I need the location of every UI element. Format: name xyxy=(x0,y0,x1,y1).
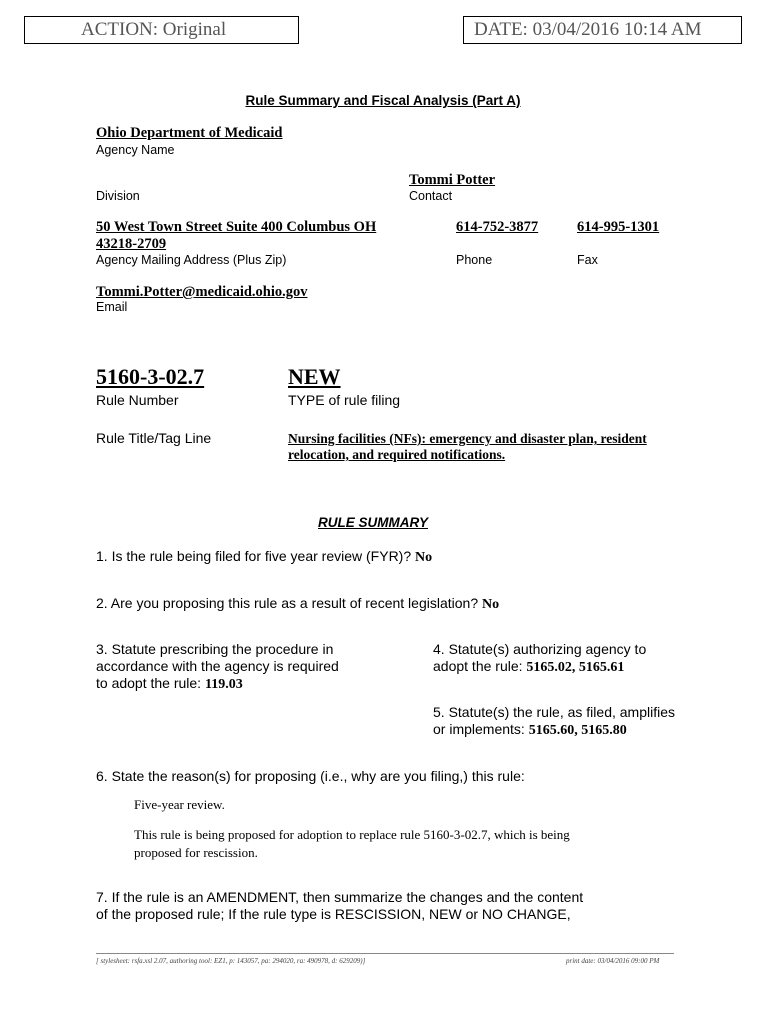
email-value: Tommi.Potter@medicaid.ohio.gov xyxy=(96,284,308,300)
fax-label: Fax xyxy=(577,253,598,267)
question-7-line-1: 7. If the rule is an AMENDMENT, then summarize the changes and the content xyxy=(96,889,584,905)
email-label: Email xyxy=(96,300,128,314)
question-6-answer-p2-line-2: proposed for rescission. xyxy=(134,845,258,860)
phone-value: 614-752-3877 xyxy=(456,219,539,235)
date-box xyxy=(463,16,742,44)
question-5-answer: 5165.60, 5165.80 xyxy=(528,723,627,738)
question-1 xyxy=(96,548,432,566)
question-7 xyxy=(96,889,583,923)
question-7-line-2: of the proposed rule; If the rule type is RESCISSION, NEW or NO CHANGE, xyxy=(96,906,571,922)
footer-stylesheet-info: [ stylesheet: rsfa.xsl 2.07, authoring tool: EZ1, p: 143057, pa: 294020, ra: 490978, d: 629209)] xyxy=(96,957,366,965)
rule-title-line-2: relocation, and required notifications. xyxy=(288,447,506,462)
footer-divider xyxy=(96,953,674,954)
rule-type-label: TYPE of rule filing xyxy=(288,392,401,408)
question-3 xyxy=(96,641,339,693)
agency-address xyxy=(96,219,376,253)
address-line-1: 50 West Town Street Suite 400 Columbus OH xyxy=(96,219,377,235)
question-3-line-2: accordance with the agency is required xyxy=(96,658,339,674)
phone-label: Phone xyxy=(456,253,493,267)
question-4 xyxy=(433,641,646,676)
address-line-2: 43218-2709 xyxy=(96,236,167,252)
address-label: Agency Mailing Address (Plus Zip) xyxy=(96,253,287,267)
action-box xyxy=(24,16,299,44)
contact-name: Tommi Potter xyxy=(409,172,496,188)
rule-title xyxy=(288,431,647,463)
rule-title-label: Rule Title/Tag Line xyxy=(96,430,212,446)
question-6: 6. State the reason(s) for proposing (i.e., why are you filing,) this rule: xyxy=(96,768,525,784)
footer-print-date: print date: 03/04/2016 09:00 PM xyxy=(566,957,660,965)
question-4-line-1: 4. Statute(s) authorizing agency to xyxy=(433,641,647,657)
question-2-answer: No xyxy=(482,597,500,612)
action-text: ACTION: Original xyxy=(81,19,227,40)
question-2-text: 2. Are you proposing this rule as a result of recent legislation? xyxy=(96,595,479,611)
question-4-line-2: adopt the rule: xyxy=(433,658,523,674)
document-title: Rule Summary and Fiscal Analysis (Part A) xyxy=(245,93,521,108)
question-3-answer: 119.03 xyxy=(204,677,243,692)
question-1-text: 1. Is the rule being filed for five year review (FYR)? xyxy=(96,548,412,564)
question-3-line-3: to adopt the rule: xyxy=(96,675,202,691)
contact-label: Contact xyxy=(409,189,453,203)
rule-summary-heading: RULE SUMMARY xyxy=(318,515,429,530)
question-5-line-2: or implements: xyxy=(433,721,525,737)
rule-number: 5160-3-02.7 xyxy=(96,364,205,389)
question-5-line-1: 5. Statute(s) the rule, as filed, amplifies xyxy=(433,704,675,720)
question-2 xyxy=(96,595,499,613)
question-5 xyxy=(433,704,675,739)
fax-value: 614-995-1301 xyxy=(577,219,660,235)
rule-title-line-1: Nursing facilities (NFs): emergency and disaster plan, resident xyxy=(288,431,647,446)
question-6-answer-p2-line-1: This rule is being proposed for adoption to replace rule 5160-3-02.7, which is being xyxy=(134,827,570,842)
rule-type: NEW xyxy=(288,364,341,389)
question-1-answer: No xyxy=(415,550,433,565)
question-4-answer: 5165.02, 5165.61 xyxy=(526,660,625,675)
agency-name: Ohio Department of Medicaid xyxy=(96,125,283,141)
division-label: Division xyxy=(96,189,140,203)
agency-name-label: Agency Name xyxy=(96,143,175,157)
date-text: DATE: 03/04/2016 10:14 AM xyxy=(474,19,702,40)
question-6-answer-p2 xyxy=(134,826,570,862)
question-6-answer-p1: Five-year review. xyxy=(134,797,225,812)
question-3-line-1: 3. Statute prescribing the procedure in xyxy=(96,641,334,657)
rule-number-label: Rule Number xyxy=(96,392,179,408)
